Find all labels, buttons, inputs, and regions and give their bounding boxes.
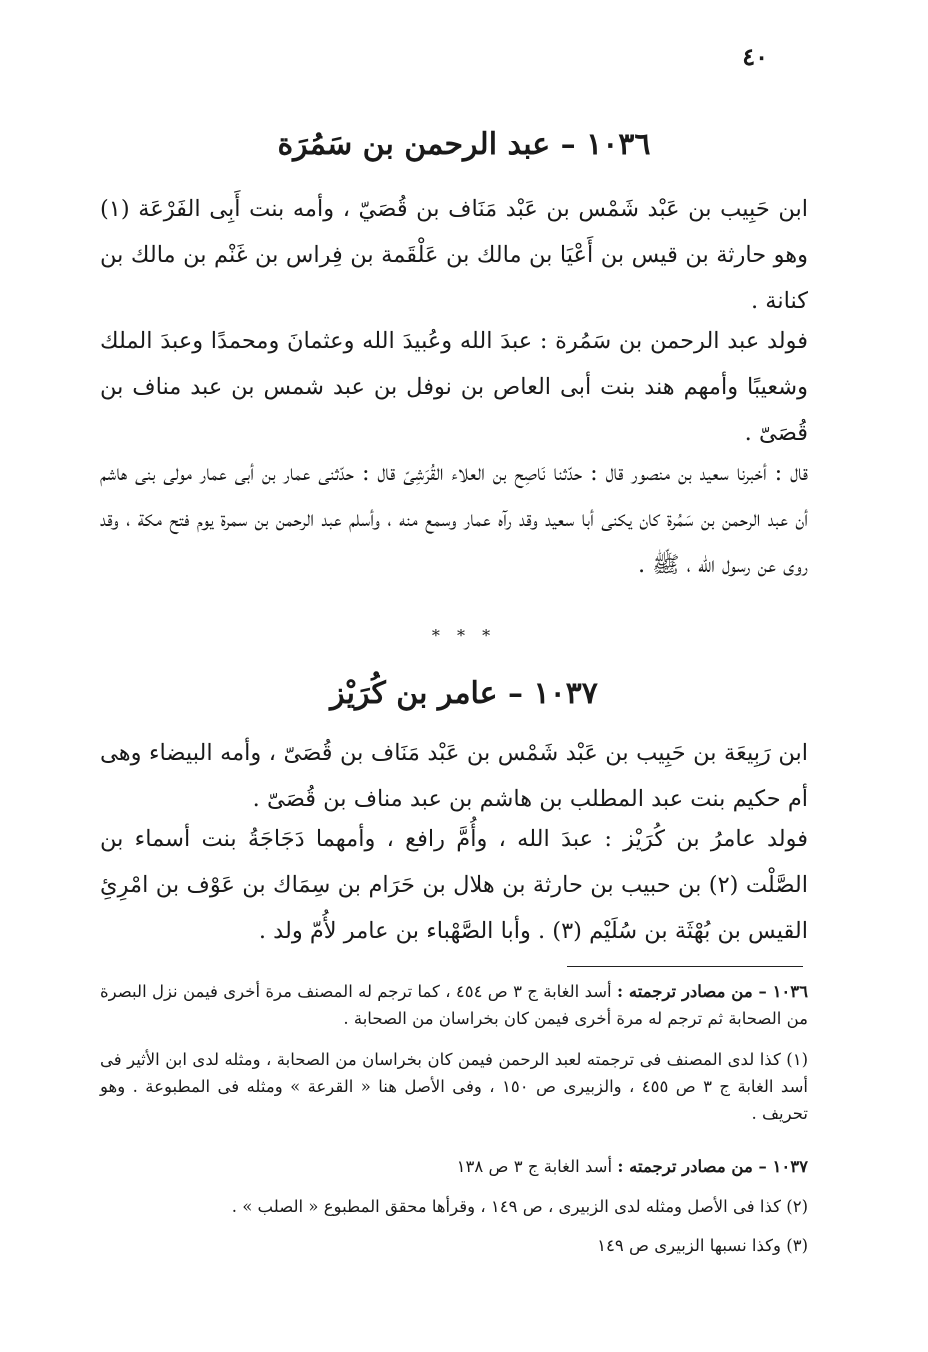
paragraph-text: ابن رَبِيعَة بن حَبِيب بن عَبْد شَمْس بن عَبْد مَنَاف بن قُصَىّ ، وأمه البيضاء وهى أم حكيم بنت عبد المطلب بن هاشم بن عبد مناف بن قُصَىّ .: [100, 740, 808, 812]
entry-1036-paragraph-2: [100, 318, 808, 456]
footnote-text: أسد الغابة ج ٣ ص ١٣٨: [456, 1157, 613, 1176]
footnote-2: [100, 1193, 808, 1220]
footnote-text: (٣) وكذا نسبها الزبيرى ص ١٤٩: [597, 1236, 808, 1255]
entry-1036-paragraph-3: [100, 450, 808, 588]
footnote-text: أسد الغابة ج ٣ ص ٤٥٤ ، كما ترجم له المصنف مرة أخرى فيمن نزل البصرة من الصحابة ثم ترجم له مرة أخرى فيمن كان بخراسان من الصحابة .: [100, 982, 808, 1028]
footnote-text: (١) كذا لدى المصنف فى ترجمته لعبد الرحمن فيمن كان بخراسان من الصحابة ، ومثله لدى ابن الأثير فى أسد الغابة ج ٣ ص ٤٥٥ ، والزبيرى ص ١٥٠ ، وفى الأصل هنا « القرعة » ومثله فى المطبوعة . وهو تحريف .: [100, 1050, 808, 1123]
paragraph-text: فولد عامرُ بن كُرَيْز : عبدَ الله ، وأُمَّ رافع ، وأمهما دَجَاجَةُ بنت أسماء بن الصَّلْت (٢) بن حبيب بن حارثة بن هلال بن حَرَام بن سِمَاك بن عَوْف بن امْرِئِ القيس بن بُهْثَة بن سُلَيْم (٣) . وأبا الصَّهْباء بن عامر لأُمّ ولد .: [100, 826, 808, 944]
paragraph-text: ابن حَبِيب بن عَبْد شَمْس بن عَبْد مَنَاف بن قُصَيّ ، وأمه بنت أَبِى الفَرْعَة (١) وهو حارثة بن قيس بن أَعْيَا بن مالك بن عَلْقَمة بن فِراس بن غَنْم بن مالك بن كنانة .: [100, 196, 808, 314]
paragraph-text: فولد عبد الرحمن بن سَمُرة : عبدَ الله وعُبيدَ الله وعثمانَ ومحمدًا وعبدَ الملك وشعيبًا وأمهم هند بنت أبى العاص بن نوفل بن عبد شمس بن عبد مناف بن قُصَىّ .: [100, 328, 808, 446]
section-separator: * * *: [431, 626, 497, 645]
footnote-label: ١٠٣٧ – من مصادر ترجمته :: [617, 1157, 808, 1176]
footnote-1: [100, 1046, 808, 1127]
footnote-divider: [567, 966, 803, 967]
page-number: ٤٠: [742, 42, 768, 71]
footnote-3: [100, 1232, 808, 1259]
footnote-sources-1037: [100, 1153, 808, 1180]
footnote-sources-1036: [100, 978, 808, 1032]
entry-1036-paragraph-1: [100, 186, 808, 324]
footnote-text: (٢) كذا فى الأصل ومثله لدى الزبيرى ، ص ١٤٩ ، وقرأها محقق المطبوع « الصلب » .: [231, 1197, 808, 1216]
entry-1037-paragraph-1: [100, 730, 808, 822]
entry-heading-1036: ١٠٣٦ – عبد الرحمن بن سَمُرَة: [277, 127, 651, 162]
entry-1037-paragraph-2: [100, 816, 808, 954]
entry-heading-1037: ١٠٣٧ – عامر بن كُرَيْز: [330, 676, 598, 711]
footnote-label: ١٠٣٦ – من مصادر ترجمته :: [616, 982, 809, 1001]
paragraph-text: قال : أخبرنا سعيد بن منصور قال : حدّثنا نَاصِح بن العلاء القُرَشِىّ قال : حدّثنى عمار بن أبى عمار مولى بنى هاشم أن عبد الرحمن بن سَمُرة كان يكنى أبا سعيد وقد رآه عمار وسمع منه ، وأسلم عبد الرحمن بن سمرة يوم فتح مكة ، وقد روى عن رسول الله ، ﷺ .: [100, 460, 808, 578]
